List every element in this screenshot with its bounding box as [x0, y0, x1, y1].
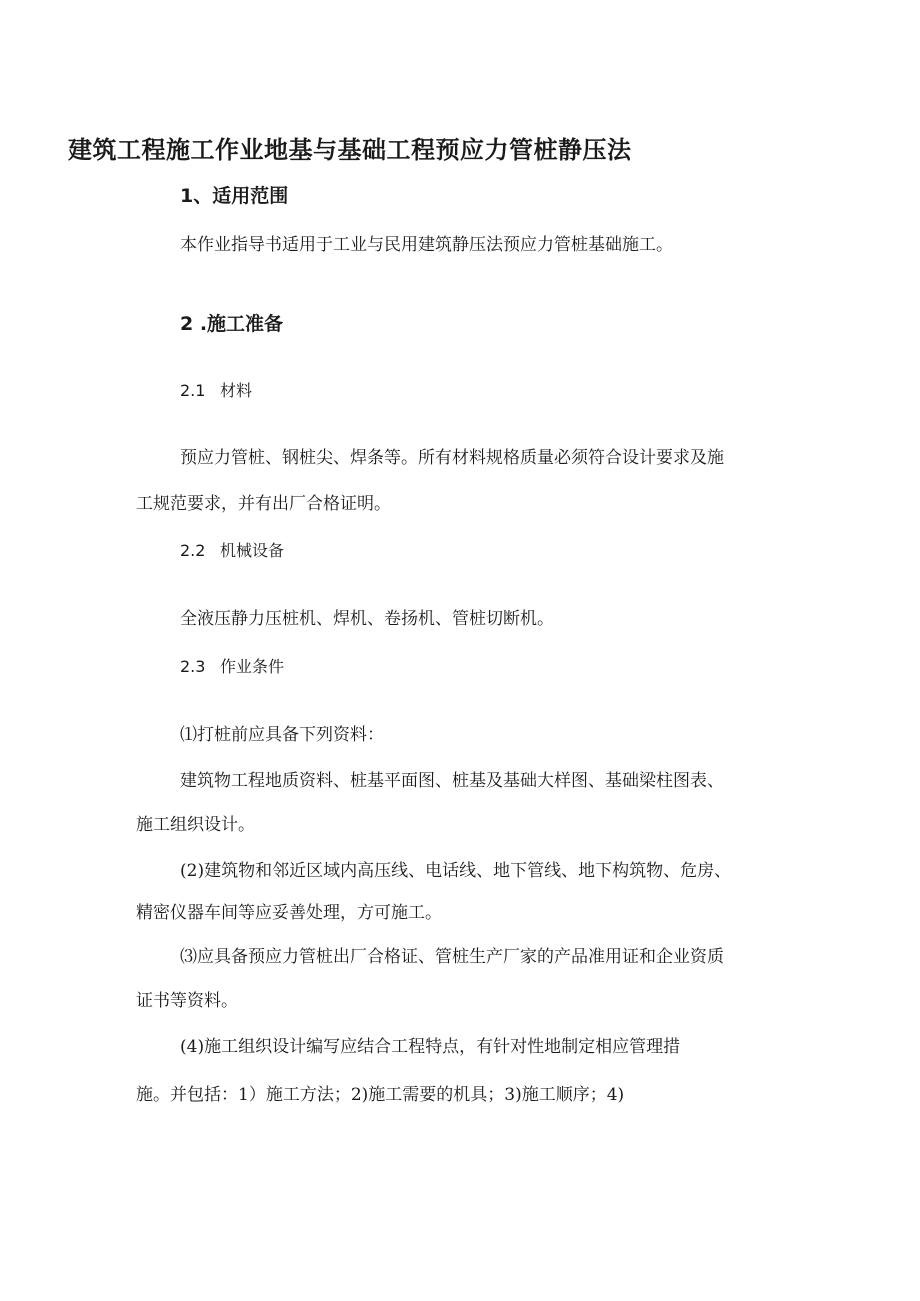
paragraph-line: 全液压静力压桩机、焊机、卷扬机、管桩切断机。 [180, 609, 554, 629]
subsection-title: 机械设备 [220, 541, 285, 560]
list-item-line: ⑶应具备预应力管桩出厂合格证、管桩生产厂家的产品准用证和企业资质 [180, 947, 724, 967]
document-title: 建筑工程施工作业地基与基础工程预应力管桩静压法 [68, 135, 632, 164]
section-2-heading: 2 .施工准备 [180, 313, 284, 335]
subsection-2-3-heading [180, 654, 284, 677]
subsection-2-2-heading [180, 538, 284, 561]
list-item-line: 精密仪器车间等应妥善处理，方可施工。 [136, 903, 442, 923]
subsection-number: 2.2 [180, 541, 206, 560]
paragraph-line: 工规范要求，并有出厂合格证明。 [136, 494, 391, 514]
list-item-line: ⑴打桩前应具备下列资料： [180, 725, 384, 745]
subsection-title: 作业条件 [220, 657, 285, 676]
list-item-line: 建筑物工程地质资料、桩基平面图、桩基及基础大样图、基础梁柱图表、 [180, 771, 724, 791]
list-item-line: 施工组织设计。 [136, 815, 255, 835]
list-item-line: (4)施工组织设计编写应结合工程特点，有针对性地制定相应管理措 [180, 1037, 681, 1057]
subsection-number: 2.3 [180, 657, 206, 676]
subsection-title: 材料 [220, 381, 253, 400]
list-item-line: 施。并包括：1）施工方法；2)施工需要的机具；3)施工顺序；4) [136, 1085, 625, 1105]
subsection-2-1-heading [180, 378, 252, 401]
section-1-text: 本作业指导书适用于工业与民用建筑静压法预应力管桩基础施工。 [180, 235, 673, 255]
list-item-line: 证书等资料。 [136, 991, 238, 1011]
subsection-number: 2.1 [180, 381, 206, 400]
section-1-heading: 1、适用范围 [180, 185, 289, 207]
paragraph-line: 预应力管桩、钢桩尖、焊条等。所有材料规格质量必须符合设计要求及施 [180, 448, 724, 468]
list-item-line: (2)建筑物和邻近区域内高压线、电话线、地下管线、地下构筑物、危房、 [180, 861, 732, 881]
